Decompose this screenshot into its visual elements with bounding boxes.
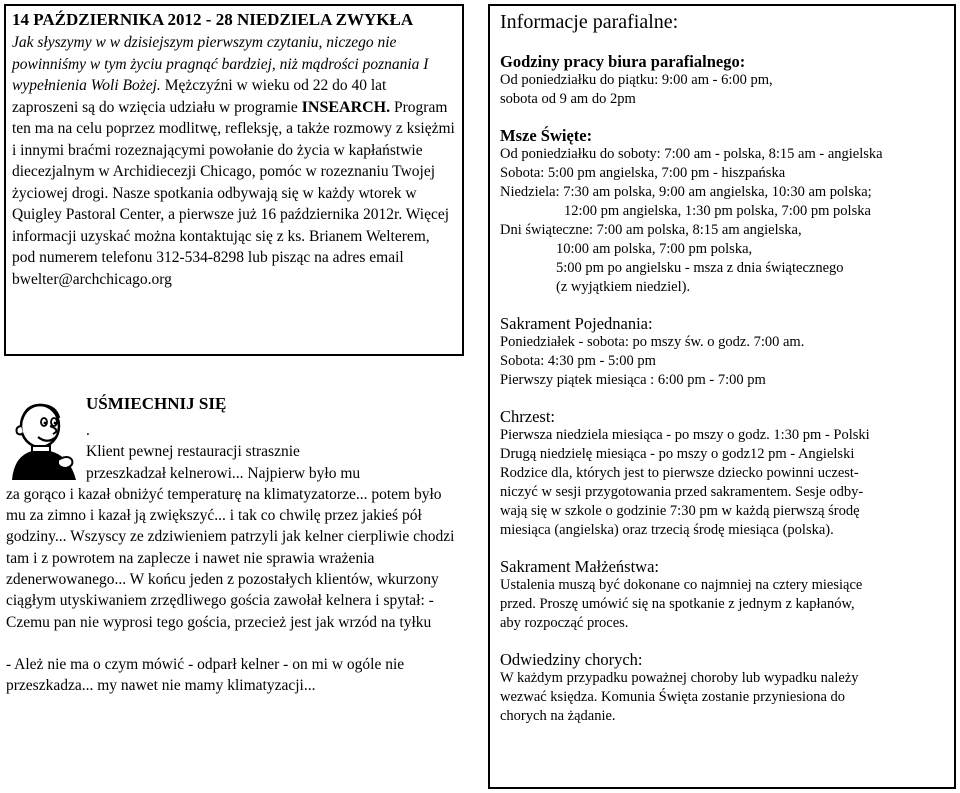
mass-line-3: Niedziela: 7:30 am polska, 9:00 am angielska, 10:30 am polska;: [500, 184, 872, 200]
joke-heading: UŚMIECHNIJ SIĘ: [86, 394, 227, 413]
vocation-announcement-box: [4, 4, 464, 356]
confession-line-2: Sobota: 4:30 pm - 5:00 pm: [500, 353, 656, 369]
baptism-heading: Chrzest:: [500, 407, 555, 426]
baptism-line-5: wają się w szkole o godzinie 7:30 pm w każdą pierwszą środę: [500, 503, 860, 519]
joke-line-1: Klient pewnej restauracji strasznie: [86, 443, 300, 461]
marriage-heading: Sakrament Małżeństwa:: [500, 557, 659, 576]
mass-line-8: (z wyjątkiem niedziel).: [556, 279, 691, 295]
office-hours-line-1: Od poniedziałku do piątku: 9:00 am - 6:00 pm,: [500, 72, 773, 88]
baptism-line-2: Drugą niedzielę miesiąca - po mszy o godz12 pm - Angielski: [500, 446, 855, 462]
mass-line-7: 5:00 pm po angielsku - msza z dnia świątecznego: [556, 260, 844, 276]
baptism-line-3: Rodzice dla, których jest to pierwsze dziecko powinni uczest-: [500, 465, 859, 481]
announcement-body: [12, 32, 456, 290]
sick-visits-line-2: wezwać księdza. Komunia Święta zostanie przyniesiona do: [500, 689, 846, 705]
baptism-line-6: miesiąca (angielska) oraz trzecią środę miesiąca (polska).: [500, 522, 834, 538]
scripture-quote: Jak słyszymy w w dzisiejszym pierwszym czytaniu, niczego nie powinniśmy w tym życiu pragnąć bardziej, niż mądrości poznania I wypełnienia Woli Bożej.: [12, 34, 429, 94]
joke-text: [6, 420, 458, 697]
office-hours-heading: Godziny pracy biura parafialnego:: [500, 52, 746, 71]
marriage-line-2: przed. Proszę umówić się na spotkanie z jednym z kapłanów,: [500, 596, 855, 612]
office-hours-line-2: sobota od 9 am do 2pm: [500, 91, 636, 107]
program-name: INSEARCH.: [301, 98, 391, 116]
confession-line-1: Poniedziałek - sobota: po mszy św. o godz. 7:00 am.: [500, 334, 805, 350]
mass-heading: Msze Święte:: [500, 126, 593, 145]
invite-text: Mężczyźni w wieku od 22 do 40 lat zaproszeni są do wzięcia udziału w programie: [12, 77, 387, 116]
confession-line-3: Pierwszy piątek miesiąca : 6:00 pm - 7:00 pm: [500, 372, 766, 388]
mass-line-1: Od poniedziałku do soboty: 7:00 am - polska, 8:15 am - angielska: [500, 146, 883, 162]
mass-line-2: Sobota: 5:00 pm angielska, 7:00 pm - hiszpańska: [500, 165, 786, 181]
confession-heading: Sakrament Pojednania:: [500, 314, 653, 333]
program-description: Program ten ma na celu poprzez modlitwę, refleksję, a także rozmowy z księżmi i innymi braćmi rozeznającymi powołanie do życia w kapłaństwie diecezjalnym w Archidiecezji Chicago, pomóc w rozeznaniu Twojej życiowej drogi. Nasze spotkania odbywają się w każdy wtorek w Quigley Pastoral Center, a pierwsze już 16 października 2012r. Więcej informacji uzyskać można kontaktując się z ks. Brianem Welterem, pod numerem telefonu 312-534-8298 lub pisząc na adres email bwelter@archchicago.org: [12, 98, 455, 288]
mass-line-5: Dni świąteczne: 7:00 am polska, 8:15 am angielska,: [500, 222, 802, 238]
baptism-line-1: Pierwsza niedziela miesiąca - po mszy o godz. 1:30 pm - Polski: [500, 427, 870, 443]
baptism-line-4: niczyć w sesji przygotowania przed sakramentem. Sesje odby-: [500, 484, 864, 500]
sick-visits-heading: Odwiedziny chorych:: [500, 650, 643, 669]
joke-body: za gorąco i kazał obniżyć temperaturę na klimatyzatorze... potem było mu za zimno i kazał ją zwiększyć... i tak co chwilę przez jakieś pół godziny... Wszyscy ze zdziwieniem patrzyli jak kelner cierpliwie chodzi tam i z powrotem na zaplecze i nawet nie sprawia wrażenia zdenerwowanego... W końcu jeden z pozostałych klientów, wkurzony ciągłym utyskiwaniem zrzędliwego gościa zawołał kelnera i spytał: - Czemu pan nie wyprosi tego gościa, przecież jest jak wrzód na tyłku: [6, 485, 455, 631]
mass-line-4: 12:00 pm angielska, 1:30 pm polska, 7:00 pm polska: [564, 203, 871, 219]
bulletin-date-title: 14 PAŹDZIERNIKA 2012 - 28 NIEDZIELA ZWYKŁA: [12, 10, 414, 29]
joke-line-2: przeszkadzał kelnerowi... Najpierw było mu: [86, 464, 361, 482]
sick-visits-line-3: chorych na żądanie.: [500, 708, 616, 724]
marriage-line-1: Ustalenia muszą być dokonane co najmniej na cztery miesiące: [500, 577, 863, 593]
sick-visits-line-1: W każdym przypadku poważnej choroby lub wypadku należy: [500, 670, 859, 686]
joke-dot: .: [86, 422, 90, 439]
joke-punchline: - Ależ nie ma o czym mówić - odparł kelner - on mi w ogóle nie przeszkadza... my nawet nie mamy klimatyzacji...: [6, 655, 405, 695]
marriage-line-3: aby rozpocząć proces.: [500, 615, 629, 631]
mass-line-6: 10:00 am polska, 7:00 pm polska,: [556, 241, 753, 257]
parish-info-title: Informacje parafialne:: [500, 11, 679, 33]
parish-info-box: [488, 4, 956, 789]
